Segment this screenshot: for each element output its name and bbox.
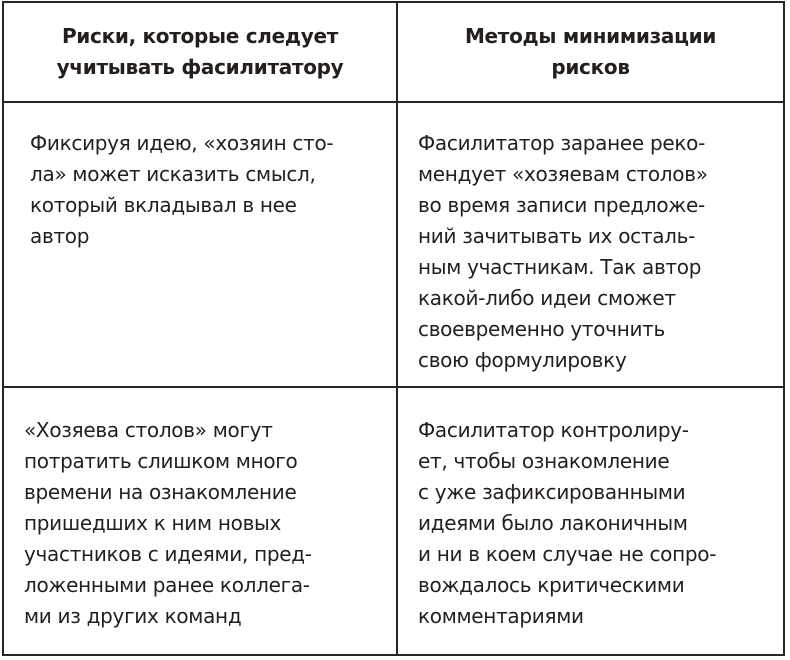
header-line: учитывать фасилитатору [56,55,344,79]
cell-line: Фиксируя идею, «хозяин сто- [30,131,334,155]
cell-line: ет, чтобы ознакомление [418,449,670,473]
cell-line: Фасилитатор заранее реко- [418,131,706,155]
cell-line: комментариями [418,604,584,628]
cell-line: пришедших к ним новых [24,511,282,535]
cell-line: во время записи предложе- [418,193,705,217]
risk-table [2,1,785,656]
cell-line: автор [30,224,90,248]
row1-risk [30,128,333,252]
cell-line: который вкладывал в нее [30,193,297,217]
cell-line: ным участникам. Так автор [418,255,702,279]
cell-line: Фасилитатор контролиру- [418,418,689,442]
header-line: рисков [551,55,630,79]
row-divider [4,386,783,388]
header-risks [4,3,396,101]
cell-line: с уже зафиксированными [418,480,686,504]
cell-line: времени на ознакомление [24,480,297,504]
cell-line: мендует «хозяевам столов» [418,162,708,186]
cell-line: ложенными ранее коллега- [24,573,310,597]
row1-method [418,128,708,376]
header-methods [398,3,783,101]
cell-line: и ни в коем случае не сопро- [418,542,717,566]
cell-line: своевременно уточнить [418,317,666,341]
cell-line: ний зачитывать их осталь- [418,224,696,248]
cell-line: ла» может исказить смысл, [30,162,316,186]
row2-method [418,415,716,632]
cell-line: какой-либо идеи сможет [418,286,676,310]
cell-line: идеями было лаконичным [418,511,688,535]
header-line: Риски, которые следует [61,24,339,48]
row2-risk [24,415,312,632]
cell-line: «Хозяева столов» могут [24,418,273,442]
cell-line: ми из других команд [24,604,242,628]
cell-line: потратить слишком много [24,449,298,473]
cell-line: участников с идеями, пред- [24,542,312,566]
cell-line: свою формулировку [418,348,627,372]
header-line: Методы минимизации [464,24,717,48]
header-divider [4,101,783,103]
cell-line: вождалось критическими [418,573,685,597]
